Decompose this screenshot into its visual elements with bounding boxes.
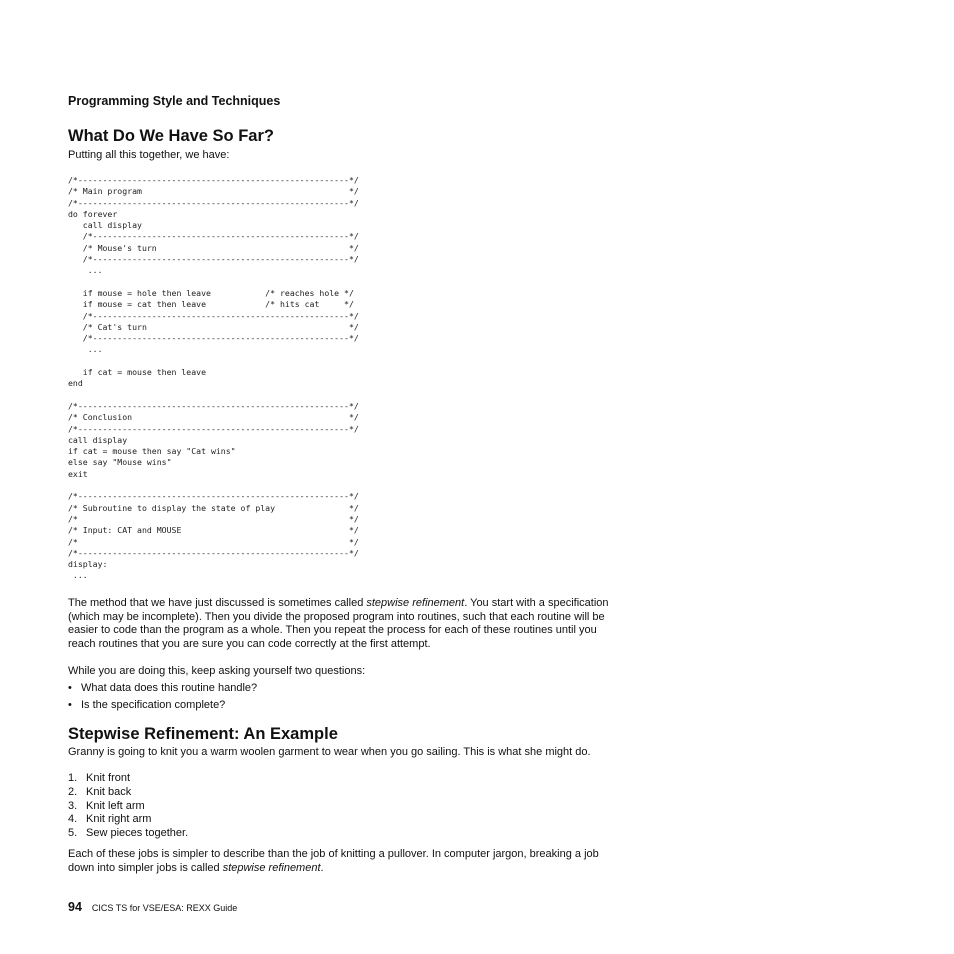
- bullet-mark: •: [68, 682, 72, 694]
- stepwise-paragraph: [68, 597, 613, 651]
- list-item: [68, 827, 188, 841]
- page-footer: [68, 900, 237, 914]
- step-text: Knit front: [86, 772, 131, 784]
- code-listing: /*-------------------------------------------------------*/ /* Main program */ /*-------------------------------------------------------*/ do forever call display /*----------------------------------------------------*/ /* Mouse's turn */ /*----------------------------------------------------*/ ... if mouse = hole then leave /* reaches hole */ if mouse = cat then leave /* hits cat */ /*----------------------------------------------------*/ /* Cat's turn */ /*----------------------------------------------------*/ ... if cat = mouse then leave end /*-------------------------------------------------------*/ /* Conclusion */ /*-------------------------------------------------------*/ call display if cat = mouse then say "Cat wins" else say "Mouse wins" exit /*-------------------------------------------------------*/ /* Subroutine to display the state of play */ /* */ /* Input: CAT and MOUSE */ /* */ /*-------------------------------------------------------*/ display: ...: [68, 175, 359, 581]
- closing-text-start: Each of these jobs is simpler to describe than the job of knitting a pullover. In computer jargon, breaking a job down into simpler jobs is called: [68, 848, 599, 874]
- questions-paragraph: While you are doing this, keep asking yourself two questions:: [68, 665, 366, 677]
- step-number: 3.: [68, 799, 78, 812]
- stepwise-term: stepwise refinement: [366, 597, 465, 609]
- section-heading-so-far: What Do We Have So Far?: [68, 127, 274, 145]
- list-item-text: What data does this routine handle?: [81, 682, 258, 694]
- step-number: 4.: [68, 813, 78, 826]
- closing-paragraph: [68, 848, 613, 875]
- list-item: [68, 680, 257, 697]
- step-number: 1.: [68, 772, 78, 784]
- questions-list: [68, 680, 257, 714]
- list-item: [68, 697, 257, 714]
- step-text: Knit back: [86, 785, 132, 798]
- step-number: 5.: [68, 827, 78, 840]
- stepwise-text-start: The method that we have just discussed is sometimes called: [68, 597, 367, 609]
- list-item: [68, 813, 188, 827]
- page-number: 94: [68, 900, 82, 914]
- stepwise-text-end: . You start with a specification (which may be incomplete). Then you divide the proposed program into routines, such that each routine will be easier to code than the program as a whole. Then you repeat the process for each of these routines until you reach routines that you are sure you can code correctly at the first attempt.: [68, 597, 609, 650]
- step-text: Knit left arm: [86, 799, 145, 812]
- step-text: Knit right arm: [86, 813, 152, 826]
- list-item: [68, 786, 188, 800]
- book-title: CICS TS for VSE/ESA: REXX Guide: [91, 903, 238, 913]
- step-text: Sew pieces together.: [86, 827, 189, 840]
- step-number: 2.: [68, 785, 78, 798]
- list-item: [68, 800, 188, 814]
- closing-text-end: .: [320, 861, 324, 874]
- granny-paragraph: Granny is going to knit you a warm woolen garment to wear when you go sailing. This is what she might do.: [68, 746, 591, 758]
- running-header: Programming Style and Techniques: [68, 94, 281, 108]
- list-item-text: Is the specification complete?: [81, 699, 226, 711]
- bullet-mark: •: [68, 699, 72, 711]
- steps-list: [68, 772, 188, 841]
- intro-paragraph: Putting all this together, we have:: [68, 149, 230, 161]
- closing-term: stepwise refinement: [222, 861, 321, 874]
- list-item: [68, 772, 188, 786]
- section-heading-example: Stepwise Refinement: An Example: [68, 725, 338, 743]
